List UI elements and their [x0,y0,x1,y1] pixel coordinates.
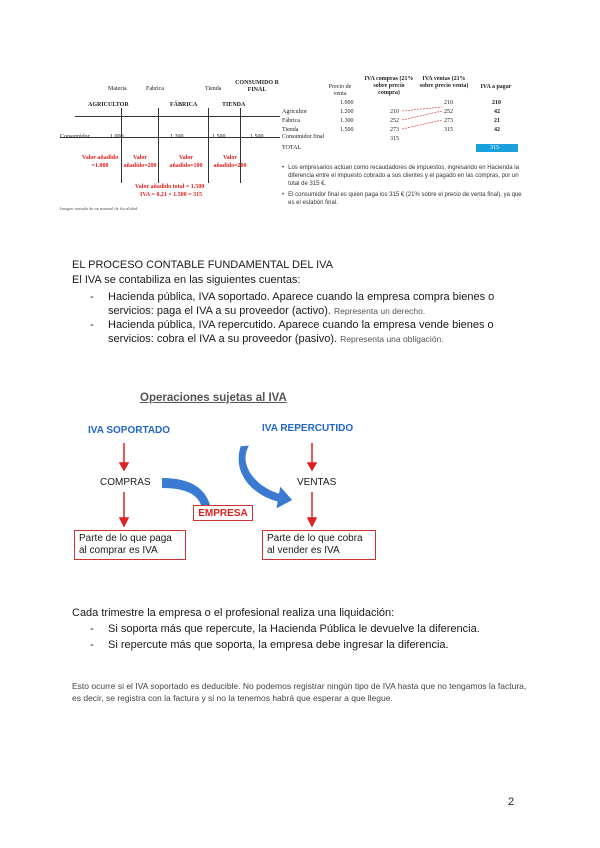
table-cell: 21 [494,118,500,124]
table-cell: 1.300 [340,118,354,124]
chain-header: Tienda [205,86,222,92]
table-cell: 252 [444,109,453,115]
chain-price: 1.200 [170,134,184,140]
iva-total: IVA = 0,21 × 1.500 = 315 [140,192,203,198]
liquidation-item-text: Si repercute más que soporta, la empresa debe ingresar la diferencia. [108,639,449,651]
value-box: Valor añadido=200 [123,155,157,169]
table-col-header: IVA a pagar [480,84,512,90]
chain-subheader: TIENDA [222,102,246,108]
table-col-header: IVA ventas (21% sobre precio venta) [419,76,469,89]
table-cell: 252 [390,118,399,124]
dash-icon: - [90,639,94,651]
table-bullet-text: El consumidor final es quien paga los 315 € (21% sobre el precio de venta final), ya que es el eslabón final. [288,192,522,206]
chain-price: 1.000 [110,134,124,140]
liquidation-intro: Cada trimestre la empresa o el profesional realiza una liquidación: [72,607,395,619]
table-cell: 1.200 [340,109,354,115]
chain-header: Materia [108,86,127,92]
footer-note: Esto ocurre si el IVA soportado es deducible. No podemos registrar ningún tipo de IVA hasta que no tengamos la factura, es decir, se registra con la factura y si no la tenemos habrá que esperar a que llegue. [72,681,527,703]
bullet-dot-icon: • [282,192,285,198]
table-cell: 1.000 [340,100,354,106]
table-col-header: Precio de venta [328,84,352,97]
curved-arrow-icon [231,444,300,511]
chain-header: Fabrica [146,86,164,92]
empresa-box: EMPRESA [193,505,253,521]
value-box: Valor añadido =1.000 [81,155,119,169]
bullet-dot-icon: • [282,165,285,171]
section-intro: El IVA se contabiliza en las siguientes cuentas: [72,274,301,286]
dash-icon: - [90,623,94,635]
account-item-main: Hacienda pública, IVA soportado. Aparece cuando la empresa compra bienes o servicios: paga el IVA a su proveedor (activo). [108,291,495,317]
chain-subheader: AGRICULTOR [88,102,129,108]
chain-subheader: FÁBRICA [170,102,198,108]
dash-icon: - [90,319,94,331]
value-total: Valor añadido total = 1.500 [135,184,205,190]
liquidation-item [90,638,449,652]
account-item-note: Representa una obligación. [340,334,444,344]
cobra-iva-box: Parte de lo que cobra al vender es IVA [262,530,376,560]
table-cell: 315 [444,127,453,133]
table-cell: 273 [444,118,453,124]
liquidation-item [90,622,480,636]
table-cell: 42 [494,109,500,115]
account-item-main: Hacienda pública, IVA repercutido. Aparece cuando la empresa vende bienes o servicios: cobra el IVA a su proveedor (pasivo). [108,319,494,345]
chain-footnote: Imagen tomada de un manual de fiscalidad [60,206,138,211]
table-bullet-text: Los empresarios actúan como recaudadores de impuestos, ingresando en Hacienda la diferencia entre el impuesto cobrado a sus clientes y el pagado en las compras, por un total de 315 €. [288,165,519,187]
value-box: Valor añadido=200 [213,155,247,169]
table-row-label: Fábrica [282,118,300,124]
operations-title: Operaciones sujetas al IVA [140,392,287,404]
table-row-label: Tienda [282,127,299,133]
compras-label: COMPRAS [100,477,151,488]
dash-icon: - [90,291,94,303]
iva-repercutido-label: IVA REPERCUTIDO [262,423,354,434]
table-col-header: IVA compras (21% sobre precio compra) [364,76,414,96]
chain-price: 1.500 [250,134,264,140]
iva-soportado-label: IVA SOPORTADO [88,425,171,436]
table-row-label: TOTAL [282,145,302,151]
table-cell: 42 [494,127,500,133]
paga-iva-box: Parte de lo que paga al comprar es IVA [74,530,186,560]
table-cell: 315 [490,145,499,151]
table-cell: 210 [492,100,501,106]
liquidation-item-text: Si soporta más que repercute, la Hacienda Pública le devuelve la diferencia. [108,623,480,635]
account-item-note: Representa un derecho. [334,306,426,316]
chain-price: 1.500 [212,134,226,140]
table-row-label: Consumidor final [282,134,325,140]
page-number: 2 [508,796,515,808]
chain-header: CONSUMIDO R FINAL [235,80,279,93]
table-row-label: Agricultor [282,109,307,115]
section-heading: EL PROCESO CONTABLE FUNDAMENTAL DEL IVA [72,259,333,271]
value-box: Valor añadido=100 [169,155,203,169]
table-cell: 315 [390,136,399,142]
ventas-label: VENTAS [297,477,337,488]
table-cell: 210 [444,100,453,106]
table-cell: 273 [390,127,399,133]
table-cell: 210 [390,109,399,115]
table-cell: 1.500 [340,127,354,133]
chain-row-label: Consumidor [60,134,90,140]
